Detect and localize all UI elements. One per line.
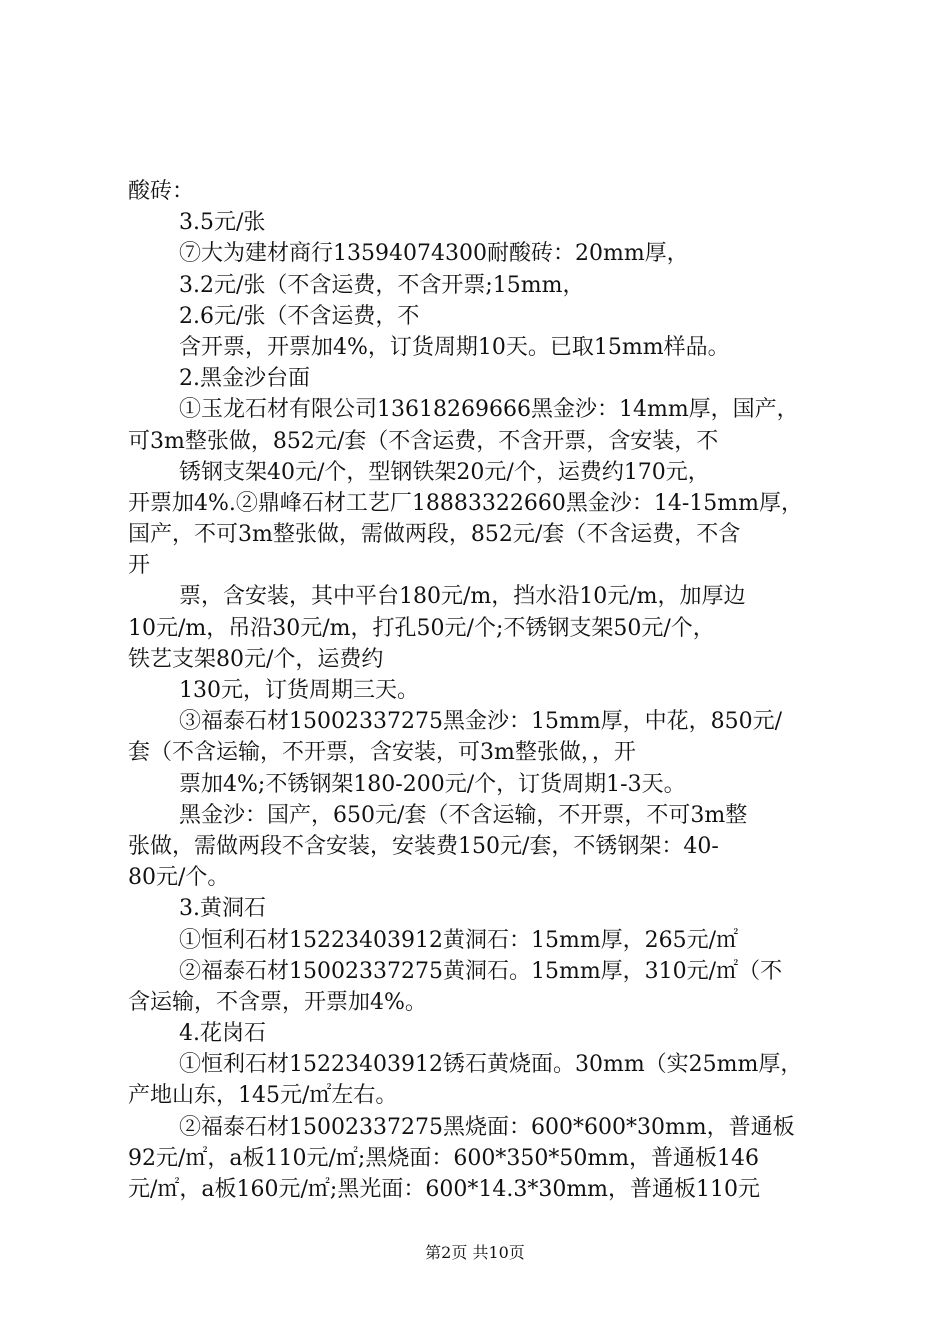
document-body xyxy=(128,176,838,1205)
text-line: 黑金沙：国产，650元/套（不含运输，不开票，不可3m整 xyxy=(179,802,748,828)
text-line: 3.黄洞石 xyxy=(179,896,266,922)
text-line: 产地山东，145元/㎡左右。 xyxy=(128,1083,398,1109)
text-line: 3.5元/张 xyxy=(179,210,266,236)
text-line: 92元/㎡，a板110元/㎡;黑烧面：600*350*50mm，普通板146 xyxy=(128,1145,760,1171)
text-line: ②福泰石材15002337275黄洞石。15mm厚，310元/㎡（不 xyxy=(179,958,783,984)
text-line: ②福泰石材15002337275黑烧面：600*600*30mm，普通板 xyxy=(179,1114,795,1140)
text-line: 酸砖： xyxy=(128,179,195,204)
text-line: 票加4%;不锈钢架180-200元/个，订货周期1-3天。 xyxy=(179,771,686,797)
text-line: 10元/m，吊沿30元/m，打孔50元/个;不锈钢支架50元/个， xyxy=(128,615,715,641)
text-line: 张做，需做两段不含安装，安装费150元/套，不锈钢架：40- xyxy=(128,833,719,859)
text-line: 开票加4%.②鼎峰石材工艺厂18883322660黑金沙：14-15mm厚， xyxy=(128,490,804,516)
text-line: 元/㎡，a板160元/㎡;黑光面：600*14.3*30mm，普通板110元 xyxy=(128,1177,761,1202)
text-line: 2.黑金沙台面 xyxy=(179,366,310,392)
text-line: 130元，订货周期三天。 xyxy=(179,678,419,703)
text-line: ③福泰石材15002337275黑金沙：15mm厚，中花，850元/ xyxy=(179,709,783,735)
text-line: 开 xyxy=(128,553,151,579)
page-footer: 第2页 共10页 xyxy=(425,1243,525,1262)
text-line: 票，含安装，其中平台180元/m，挡水沿10元/m，加厚边 xyxy=(179,584,746,610)
text-line: ⑦大为建材商行13594074300耐酸砖：20mm厚， xyxy=(179,241,689,267)
text-line: 套（不含运输，不开票，含安装，可3m整张做，，开 xyxy=(128,740,636,766)
text-line: ①恒利石材15223403912锈石黄烧面。30mm（实25mm厚， xyxy=(179,1052,803,1078)
text-line: 铁艺支架80元/个，运费约 xyxy=(128,646,384,672)
text-line: ①恒利石材15223403912黄洞石：15mm厚，265元/㎡ xyxy=(179,927,739,953)
text-line: 锈钢支架40元/个，型钢铁架20元/个，运费约170元， xyxy=(179,459,710,485)
text-line: 80元/个。 xyxy=(128,865,230,891)
text-line: 国产，不可3m整张做，需做两段，852元/套（不含运费，不含 xyxy=(128,522,741,548)
text-line: 可3m整张做，852元/套（不含运费，不含开票，含安装，不 xyxy=(128,428,719,454)
text-line: ①玉龙石材有限公司13618269666黑金沙：14mm厚，国产， xyxy=(179,397,799,423)
text-line: 3.2元/张（不含运费，不含开票;15mm， xyxy=(179,272,585,298)
text-line: 2.6元/张（不含运费，不 xyxy=(179,303,420,329)
text-line: 含开票，开票加4%，订货周期10天。已取15mm样品。 xyxy=(179,334,730,360)
text-line: 含运输，不含票，开票加4%。 xyxy=(128,989,427,1015)
text-line: 4.花岗石 xyxy=(179,1021,266,1047)
